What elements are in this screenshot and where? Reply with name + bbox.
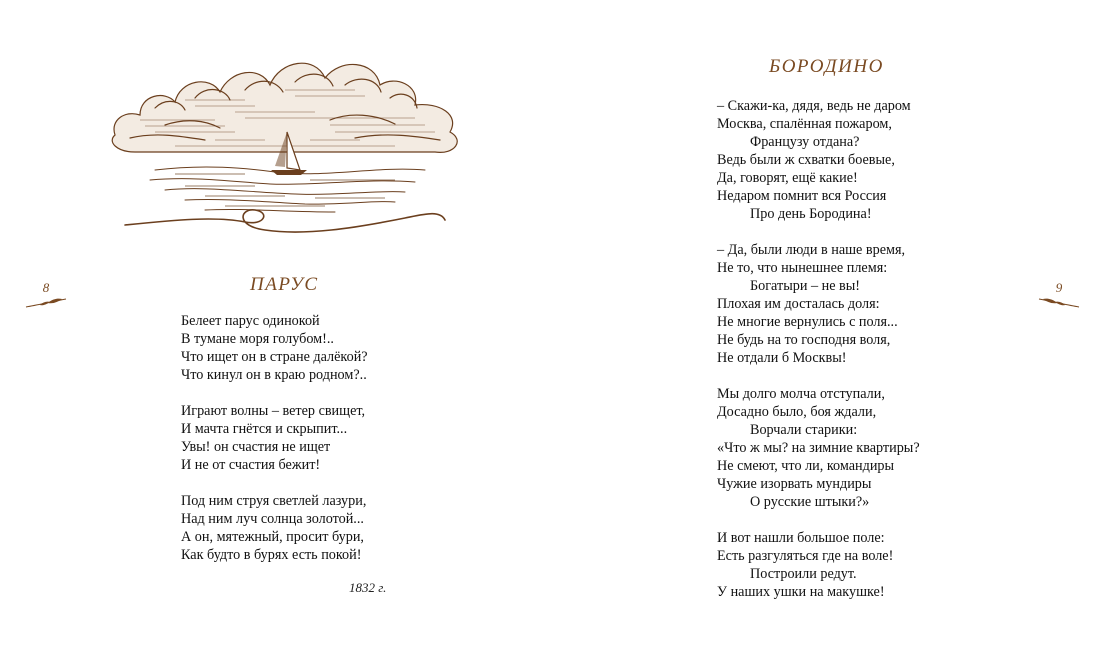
poem-date: 1832 г. xyxy=(349,580,387,595)
poem-line: Играют волны – ветер свищет, xyxy=(181,403,366,419)
poem-line: И вот нашли большое поле: xyxy=(717,530,885,546)
poem-line: Над ним луч солнца золотой... xyxy=(181,511,364,527)
page-number-left xyxy=(24,281,68,310)
page-number: 9 xyxy=(1055,280,1063,295)
stanza xyxy=(181,402,368,474)
page-number-right xyxy=(1037,281,1081,310)
stanza xyxy=(717,529,920,601)
poem-line: Французу отдана? xyxy=(750,134,860,150)
poem-title: БОРОДИНО xyxy=(769,56,884,77)
poem-line: Есть разгуляться где на воле! xyxy=(717,548,894,564)
leaf-ornament-icon xyxy=(1037,296,1081,310)
poem-line: Построили редут. xyxy=(750,566,857,582)
sailboat-illustration-icon xyxy=(95,40,475,245)
page-number: 8 xyxy=(42,280,50,295)
poem-line: – Да, были люди в наше время, xyxy=(717,242,906,258)
poem-line: «Что ж мы? на зимние квартиры? xyxy=(717,440,920,456)
poem-body xyxy=(181,312,368,582)
poem-line: Не многие вернулись с поля... xyxy=(717,314,898,330)
poem-line: Не смеют, что ли, командиры xyxy=(717,458,895,474)
poem-line: Как будто в бурях есть покой! xyxy=(181,547,362,563)
poem-line: Ведь были ж схватки боевые, xyxy=(717,152,895,168)
poem-line: Мы долго молча отступали, xyxy=(717,386,885,402)
stanza xyxy=(717,97,920,223)
poem-line: Да, говорят, ещё какие! xyxy=(717,170,858,186)
stanza xyxy=(717,385,920,511)
poem-line: Не будь на то господня воля, xyxy=(717,332,891,348)
poem-title: ПАРУС xyxy=(250,274,319,295)
stanza xyxy=(181,492,368,564)
poem-line: Москва, спалённая пожаром, xyxy=(717,116,892,132)
poem-line: Что ищет он в стране далёкой? xyxy=(181,349,368,365)
poem-line: У наших ушки на макушке! xyxy=(717,584,885,600)
poem-line: Увы! он счастия не ищет xyxy=(181,439,331,455)
poem-line: О русские штыки?» xyxy=(750,494,870,510)
poem-line: Под ним струя светлей лазури, xyxy=(181,493,367,509)
poem-line: Не отдали б Москвы! xyxy=(717,350,847,366)
stanza xyxy=(181,312,368,384)
poem-line: Белеет парус одинокой xyxy=(181,313,320,329)
poem-line: Чужие изорвать мундиры xyxy=(717,476,872,492)
poem-line: Недаром помнит вся Россия xyxy=(717,188,887,204)
poem-line: И не от счастия бежит! xyxy=(181,457,321,473)
leaf-ornament-icon xyxy=(24,296,68,310)
poem-line: – Скажи-ка, дядя, ведь не даром xyxy=(717,98,911,114)
poem-line: А он, мятежный, просит бури, xyxy=(181,529,364,545)
poem-line: Про день Бородина! xyxy=(750,206,872,222)
stanza xyxy=(717,241,920,367)
poem-line: Богатыри – не вы! xyxy=(750,278,860,294)
poem-line: Ворчали старики: xyxy=(750,422,858,438)
right-page xyxy=(550,0,1100,663)
poem-line: Плохая им досталась доля: xyxy=(717,296,880,312)
poem-body xyxy=(717,97,920,619)
poem-line: И мачта гнётся и скрыпит... xyxy=(181,421,348,437)
poem-line: В тумане моря голубом!.. xyxy=(181,331,334,347)
poem-line: Что кинул он в краю родном?.. xyxy=(181,367,367,383)
poem-line: Не то, что нынешнее племя: xyxy=(717,260,888,276)
poem-line: Досадно было, боя ждали, xyxy=(717,404,877,420)
